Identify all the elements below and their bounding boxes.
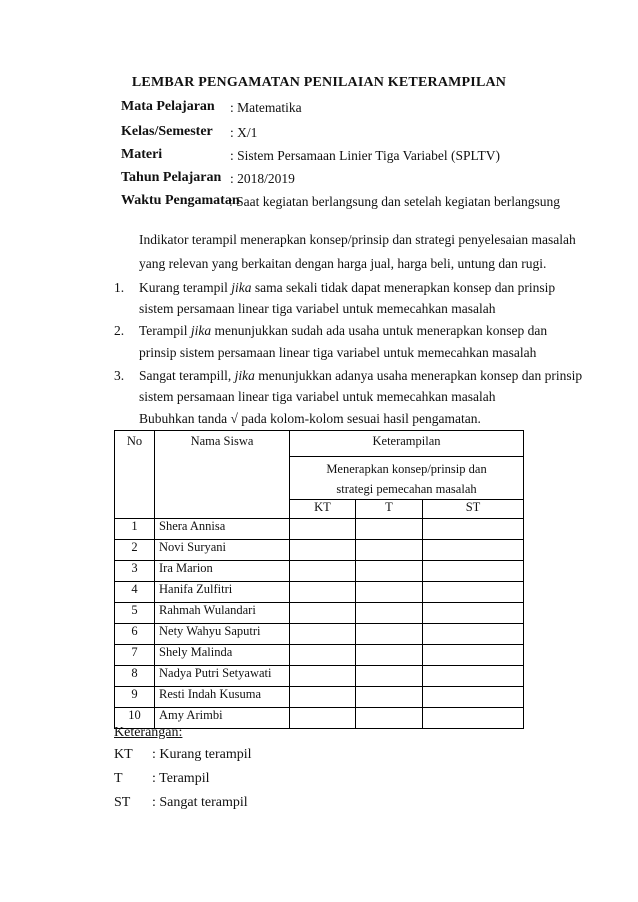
check-cell-kt[interactable] <box>290 582 356 603</box>
check-cell-kt[interactable] <box>290 708 356 729</box>
col-header-st: ST <box>423 500 524 519</box>
check-cell-st[interactable] <box>423 561 524 582</box>
criteria-line: Sangat terampill, jika menunjukkan adanya usaha menerapkan konsep dan prinsip <box>139 368 583 383</box>
check-cell-t[interactable] <box>356 645 423 666</box>
meta-value-material: : Sistem Persamaan Linier Tiga Variabel (SPLTV) <box>230 148 500 163</box>
student-name: Nadya Putri Setyawati <box>155 666 290 687</box>
col-header-name: Nama Siswa <box>155 431 290 519</box>
table-row <box>115 561 524 582</box>
table-row <box>115 624 524 645</box>
check-cell-kt[interactable] <box>290 666 356 687</box>
assessment-table <box>114 430 524 729</box>
check-cell-kt[interactable] <box>290 561 356 582</box>
legend-code-t: T <box>114 771 123 786</box>
row-number: 1 <box>115 519 155 540</box>
subskill-line-2: strategi pemecahan masalah <box>336 482 477 496</box>
check-cell-st[interactable] <box>423 603 524 624</box>
legend-desc-st: : Sangat terampil <box>152 795 248 810</box>
row-number: 3 <box>115 561 155 582</box>
legend-title: Keterangan: <box>114 725 183 740</box>
criteria-line: Kurang terampil jika sama sekali tidak dapat menerapkan konsep dan prinsip <box>139 280 556 295</box>
meta-value-year: : 2018/2019 <box>230 171 295 186</box>
row-number: 6 <box>115 624 155 645</box>
legend-desc-t: : Terampil <box>152 771 210 786</box>
table-row <box>115 687 524 708</box>
check-cell-st[interactable] <box>423 519 524 540</box>
table-row <box>115 582 524 603</box>
criteria-number: 1. <box>114 280 125 295</box>
check-cell-t[interactable] <box>356 561 423 582</box>
row-number: 8 <box>115 666 155 687</box>
check-cell-kt[interactable] <box>290 603 356 624</box>
row-number: 5 <box>115 603 155 624</box>
meta-label-subject: Mata Pelajaran <box>121 99 215 114</box>
table-row <box>115 519 524 540</box>
indicator-line-2: yang relevan yang berkaitan dengan harga jual, harga beli, untung dan rugi. <box>139 256 547 271</box>
table-row <box>115 540 524 561</box>
table-row <box>115 666 524 687</box>
row-number: 9 <box>115 687 155 708</box>
check-cell-t[interactable] <box>356 519 423 540</box>
check-cell-st[interactable] <box>423 708 524 729</box>
check-cell-st[interactable] <box>423 582 524 603</box>
meta-value-time: : Saat kegiatan berlangsung dan setelah kegiatan berlangsung <box>229 194 561 209</box>
criteria-number: 2. <box>114 323 125 338</box>
student-name: Nety Wahyu Saputri <box>155 624 290 645</box>
check-cell-t[interactable] <box>356 603 423 624</box>
legend-code-st: ST <box>114 795 131 810</box>
indicator-line-1: Indikator terampil menerapkan konsep/prinsip dan strategi penyelesaian masalah <box>139 232 576 247</box>
check-cell-st[interactable] <box>423 540 524 561</box>
col-header-t: T <box>356 500 423 519</box>
check-cell-st[interactable] <box>423 645 524 666</box>
student-name: Hanifa Zulfitri <box>155 582 290 603</box>
check-cell-t[interactable] <box>356 540 423 561</box>
meta-label-material: Materi <box>121 147 163 162</box>
student-name: Ira Marion <box>155 561 290 582</box>
table-row <box>115 603 524 624</box>
criteria-line-2: prinsip sistem persamaan linear tiga variabel untuk memecahkan masalah <box>139 345 537 360</box>
meta-label-class: Kelas/Semester <box>121 124 213 139</box>
row-number: 10 <box>115 708 155 729</box>
col-header-subskill <box>290 457 524 500</box>
row-number: 2 <box>115 540 155 561</box>
check-cell-t[interactable] <box>356 582 423 603</box>
subskill-line-1: Menerapkan konsep/prinsip dan <box>326 462 487 476</box>
check-cell-t[interactable] <box>356 708 423 729</box>
criteria-line-2: sistem persamaan linear tiga variabel untuk memecahkan masalah <box>139 301 496 316</box>
row-number: 7 <box>115 645 155 666</box>
check-cell-kt[interactable] <box>290 687 356 708</box>
meta-label-time: Waktu Pengamatan <box>121 193 240 208</box>
check-cell-st[interactable] <box>423 624 524 645</box>
check-cell-kt[interactable] <box>290 519 356 540</box>
meta-value-class: : X/1 <box>230 125 258 140</box>
criteria-number: 3. <box>114 368 125 383</box>
check-cell-st[interactable] <box>423 666 524 687</box>
student-name: Resti Indah Kusuma <box>155 687 290 708</box>
check-cell-t[interactable] <box>356 687 423 708</box>
instruction-text: Bubuhkan tanda √ pada kolom-kolom sesuai hasil pengamatan. <box>139 411 481 426</box>
check-cell-kt[interactable] <box>290 540 356 561</box>
page-title: LEMBAR PENGAMATAN PENILAIAN KETERAMPILAN <box>131 75 507 90</box>
student-name: Rahmah Wulandari <box>155 603 290 624</box>
legend-desc-kt: : Kurang terampil <box>152 747 252 762</box>
check-cell-kt[interactable] <box>290 624 356 645</box>
check-cell-t[interactable] <box>356 624 423 645</box>
meta-value-subject: : Matematika <box>230 100 302 115</box>
row-number: 4 <box>115 582 155 603</box>
criteria-line: Terampil jika menunjukkan sudah ada usaha untuk menerapkan konsep dan <box>139 323 548 338</box>
meta-label-year: Tahun Pelajaran <box>121 170 222 185</box>
check-cell-st[interactable] <box>423 687 524 708</box>
col-header-kt: KT <box>290 500 356 519</box>
legend-code-kt: KT <box>114 747 133 762</box>
criteria-line-2: sistem persamaan linear tiga variabel untuk memecahkan masalah <box>139 389 496 404</box>
check-cell-kt[interactable] <box>290 645 356 666</box>
check-cell-t[interactable] <box>356 666 423 687</box>
student-name: Shera Annisa <box>155 519 290 540</box>
table-row <box>115 645 524 666</box>
col-header-skill: Keterampilan <box>290 431 524 457</box>
student-name: Shely Malinda <box>155 645 290 666</box>
col-header-no: No <box>115 431 155 519</box>
student-name: Amy Arimbi <box>155 708 290 729</box>
student-name: Novi Suryani <box>155 540 290 561</box>
